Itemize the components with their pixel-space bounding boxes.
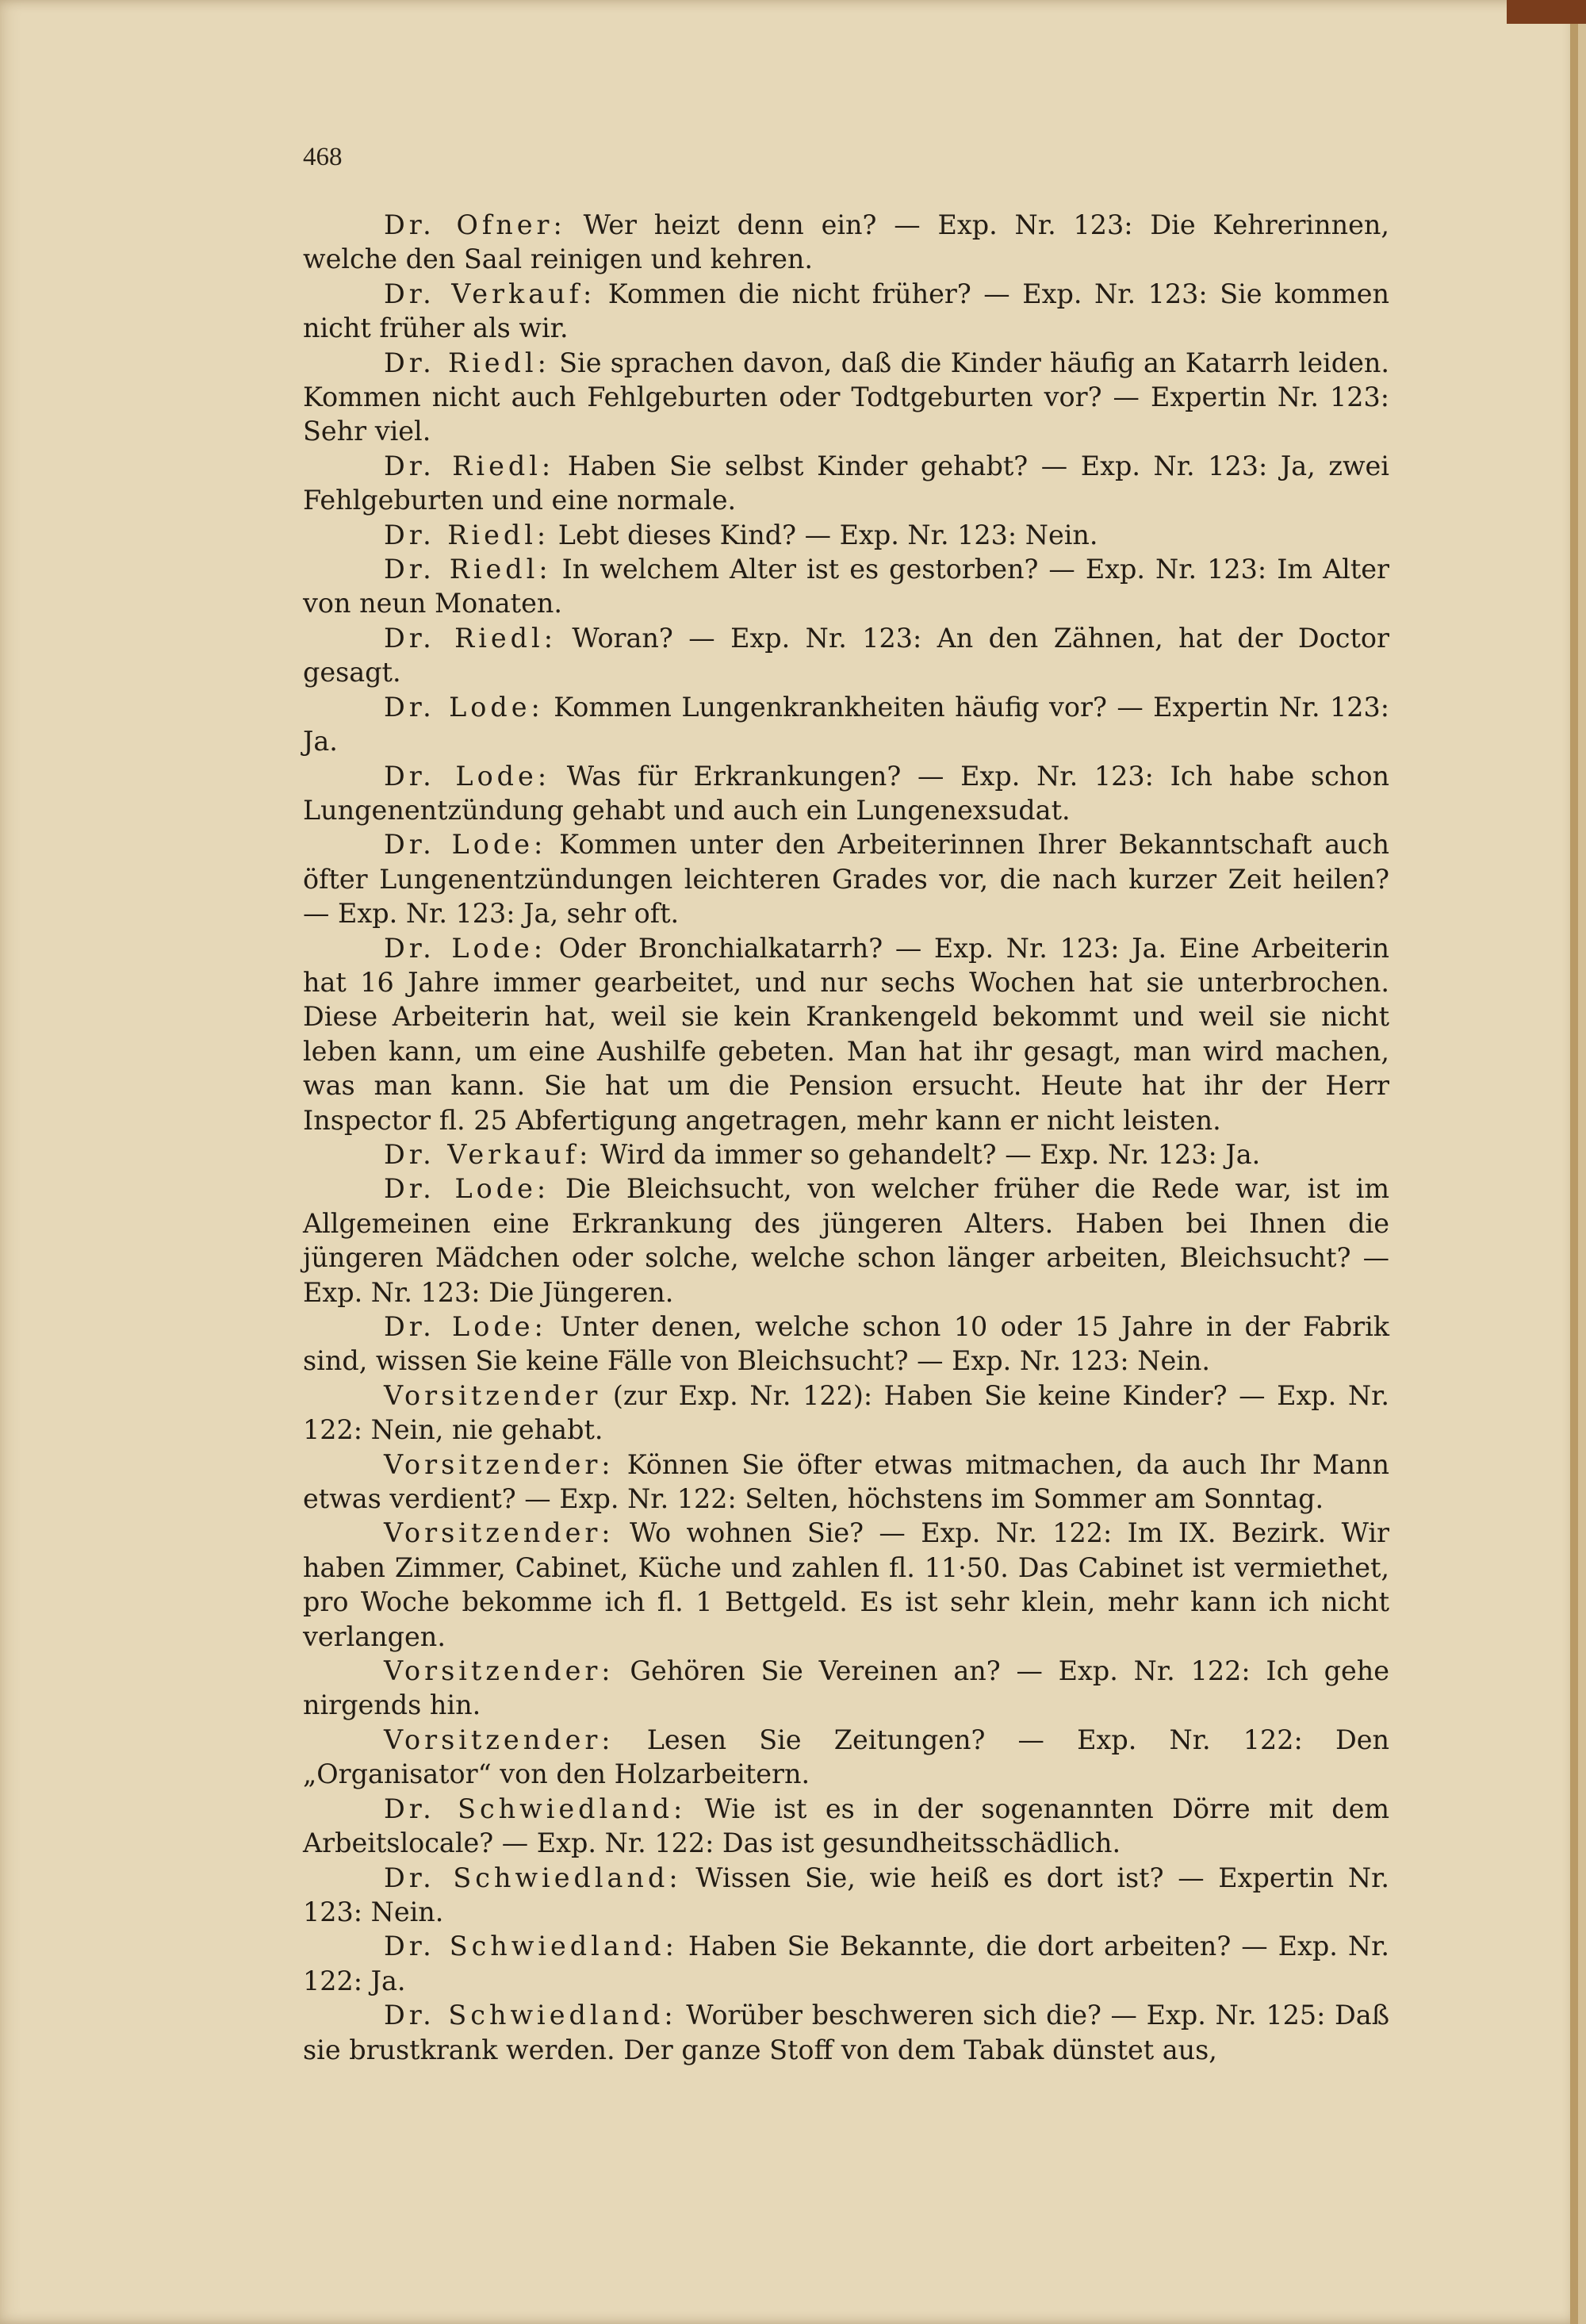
speaker-name: Dr. Riedl: — [384, 519, 550, 550]
paragraph — [303, 1861, 1389, 1930]
paragraph — [303, 1172, 1389, 1310]
paragraph — [303, 518, 1389, 552]
paragraph — [303, 931, 1389, 1137]
paragraph — [303, 621, 1389, 690]
paragraph — [303, 827, 1389, 930]
speaker-name: Dr. Lode: — [384, 1173, 550, 1205]
paragraph-text: In welchem Alter ist es gestorben? — Exp. Nr. 123: Im Alter von neun Monaten. — [303, 554, 1389, 619]
speaker-name: Vorsitzender — [384, 1379, 602, 1411]
paragraph-text: Haben Sie selbst Kinder gehabt? — Exp. Nr. 123: Ja, zwei Fehlgeburten und eine normale. — [303, 450, 1389, 516]
speaker-name: Vorsitzender: — [384, 1517, 615, 1549]
paragraph-text: Die Bleichsucht, von welcher früher die Rede war, ist im Allgemeinen eine Erkrankung des jüngeren Alters. Haben bei Ihnen die jüngeren Mädchen oder solche, welche schon länger arbeiten, Bleichsucht? — Exp. Nr. 123: Die Jüngeren. — [303, 1173, 1389, 1308]
paragraph — [303, 449, 1389, 518]
speaker-name: Dr. Schwiedland: — [384, 1862, 682, 1893]
speaker-name: Dr. Verkauf: — [384, 278, 596, 309]
speaker-name: Dr. Verkauf: — [384, 1138, 592, 1170]
speaker-name: Dr. Schwiedland: — [384, 2000, 677, 2031]
paragraph-text: Kommen unter den Arbeiterinnen Ihrer Bekanntschaft auch öfter Lungenentzündungen leichteren Grades vor, die nach kurzer Zeit heilen? — Exp. Nr. 123: Ja, sehr oft. — [303, 829, 1390, 930]
paragraph-text: Wo wohnen Sie? — Exp. Nr. 122: Im IX. Bezirk. Wir haben Zimmer, Cabinet, Küche und zahlen fl. 11·50. Das Cabinet ist vermiethet, pro Woche bekomme ich fl. 1 Bettgeld. Es ist sehr klein, mehr kann ich nicht verlangen. — [303, 1517, 1389, 1652]
speaker-name: Dr. Schwiedland: — [384, 1793, 687, 1824]
speaker-name: Dr. Lode: — [384, 760, 551, 792]
paragraph — [303, 1654, 1389, 1723]
paragraph — [303, 1516, 1389, 1654]
paragraph-text: Wird da immer so gehandelt? — Exp. Nr. 123: Ja. — [592, 1138, 1261, 1170]
speaker-name: Dr. Lode: — [384, 691, 544, 723]
paragraph — [303, 690, 1389, 759]
speaker-name: Dr. Schwiedland: — [384, 1931, 678, 1962]
paragraph — [303, 346, 1389, 449]
paragraph-text: Lesen Sie Zeitungen? — Exp. Nr. 122: Den „Organisator“ von den Holzarbeitern. — [303, 1724, 1389, 1790]
paragraph-text: (zur Exp. Nr. 122): Haben Sie keine Kinder? — Exp. Nr. 122: Nein, nie gehabt. — [303, 1379, 1389, 1446]
page-edge — [1570, 0, 1578, 2324]
speaker-name: Dr. Riedl: — [384, 450, 555, 481]
paragraph — [303, 277, 1389, 346]
paragraph — [303, 1792, 1389, 1861]
paragraph-text: Woran? — Exp. Nr. 123: An den Zähnen, hat der Doctor gesagt. — [303, 622, 1389, 688]
paragraph-text: Was für Erkrankungen? — Exp. Nr. 123: Ich habe schon Lungenentzündung gehabt und auch ein Lungenexsudat. — [303, 760, 1389, 826]
speaker-name: Dr. Lode: — [384, 829, 547, 861]
paragraph — [303, 1137, 1389, 1172]
speaker-name: Vorsitzender: — [384, 1448, 615, 1480]
paragraph-text: Lebt dieses Kind? — Exp. Nr. 123: Nein. — [550, 519, 1098, 550]
paragraph-text: Kommen Lungenkrankheiten häufig vor? — Expertin Nr. 123: Ja. — [303, 691, 1389, 757]
paragraph-text: Wissen Sie, wie heiß es dort ist? — Expertin Nr. 123: Nein. — [303, 1862, 1390, 1927]
paragraph-text: Sie sprachen davon, daß die Kinder häufig an Katarrh leiden. Kommen nicht auch Fehlgeburten oder Todtgeburten vor? — Expertin Nr. 123: Sehr viel. — [303, 347, 1389, 447]
speaker-name: Dr. Riedl: — [384, 622, 557, 654]
paragraph-text: Haben Sie Bekannte, die dort arbeiten? — Exp. Nr. 122: Ja. — [303, 1931, 1389, 1996]
paragraph — [303, 208, 1389, 277]
paragraph — [303, 1310, 1389, 1379]
book-spine-band — [1507, 0, 1586, 24]
paragraph — [303, 759, 1389, 828]
paragraph-text: Worüber beschweren sich die? — Exp. Nr. 125: Daß sie brustkrank werden. Der ganze Stoff von dem Tabak dünstet aus, — [303, 2000, 1390, 2065]
paragraph-text: Kommen die nicht früher? — Exp. Nr. 123: Sie kommen nicht früher als wir. — [303, 278, 1389, 344]
speaker-name: Dr. Riedl: — [384, 554, 552, 585]
paragraph-text: Wie ist es in der sogenannten Dörre mit dem Arbeitslocale? — Exp. Nr. 122: Das ist gesundheitsschädlich. — [303, 1793, 1389, 1859]
speaker-name: Dr. Lode: — [384, 1311, 547, 1342]
paragraph-text: Können Sie öfter etwas mitmachen, da auch Ihr Mann etwas verdient? — Exp. Nr. 122: Selten, höchstens im Sommer am Sonntag. — [303, 1448, 1389, 1515]
paragraph — [303, 1723, 1389, 1792]
paragraph — [303, 1448, 1389, 1517]
paragraph — [303, 552, 1389, 621]
paragraph-text: Oder Bronchialkatarrh? — Exp. Nr. 123: Ja. Eine Arbeiterin hat 16 Jahre immer gearbeitet, und nur sechs Wochen hat sie unterbrochen. Diese Arbeiterin hat, weil sie kein Krankengeld bekommt und weil sie nicht leben kann, um eine Aushilfe gebeten. Man hat ihr gesagt, man wird machen, was man kann. Sie hat um die Pension ersucht. Heute hat ihr der Herr Inspector fl. 25 Abfertigung angetragen, mehr kann er nicht leisten. — [303, 932, 1389, 1136]
paragraph — [303, 1998, 1389, 2067]
speaker-name: Dr. Lode: — [384, 932, 547, 964]
paragraph — [303, 1379, 1389, 1448]
paragraph-text: Unter denen, welche schon 10 oder 15 Jahre in der Fabrik sind, wissen Sie keine Fälle von Bleichsucht? — Exp. Nr. 123: Nein. — [303, 1311, 1390, 1377]
speaker-name: Dr. Ofner: — [384, 209, 566, 240]
paragraph-text: Gehören Sie Vereinen an? — Exp. Nr. 122: Ich gehe nirgends hin. — [303, 1655, 1389, 1721]
page-number: 468 — [303, 143, 343, 171]
speaker-name: Vorsitzender: — [384, 1655, 615, 1687]
speaker-name: Vorsitzender: — [384, 1724, 615, 1755]
paragraph-text: Wer heizt denn ein? — Exp. Nr. 123: Die Kehrerinnen, welche den Saal reinigen und kehren. — [303, 209, 1389, 275]
page-body-text — [303, 208, 1389, 2067]
speaker-name: Dr. Riedl: — [384, 347, 550, 378]
paragraph — [303, 1929, 1389, 1998]
